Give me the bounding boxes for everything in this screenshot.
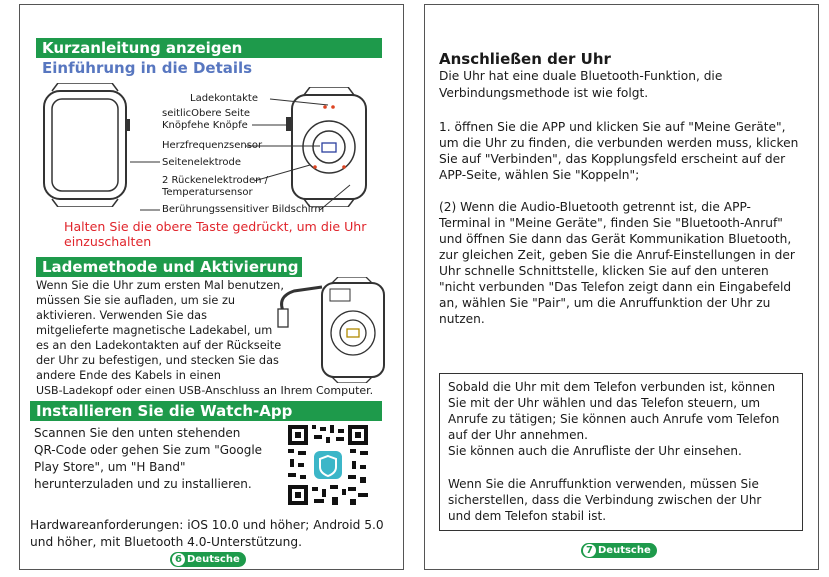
charging-text-line: USB-Ladekopf oder einen USB-Anschluss an Ihrem Computer. <box>36 384 374 397</box>
charging-text-line: aktivieren. Verwenden Sie das <box>36 309 207 322</box>
box-line: Wenn Sie die Anruffunktion verwenden, müssen Sie <box>448 477 759 491</box>
section-subtitle: Einführung in die Details <box>42 59 253 77</box>
page-number: 6 <box>172 553 185 566</box>
step2-line: nutzen. <box>439 312 485 326</box>
right-page <box>424 4 819 570</box>
hardware-requirements-line: Hardwareanforderungen: iOS 10.0 und höher; Android 5.0 <box>30 518 384 532</box>
charging-text-line: andere Ende des Kabels in einen <box>36 369 221 382</box>
charging-text-line: mitgelieferte magnetische Ladekabel, um <box>36 324 273 337</box>
qr-code[interactable] <box>286 423 370 507</box>
install-text-line: herunterzuladen und zu installieren. <box>34 477 252 491</box>
box-line: sicherstellen, dass die Verbindung zwischen der Uhr <box>448 493 762 507</box>
charging-text-line: der Uhr zu befestigen, und stecken Sie das <box>36 354 279 367</box>
install-text-line: Scannen Sie den unten stehenden <box>34 426 241 440</box>
box-line: Anrufe zu tätigen; Sie können auch Anrufe vom Telefon <box>448 412 780 426</box>
step2-line: Terminal in "Meine Geräte", finden Sie "Bluetooth-Anruf" <box>439 216 783 230</box>
charging-text-line: müssen Sie sie aufladen, um sie zu <box>36 294 236 307</box>
power-on-note-line2: einzuschalten <box>64 234 152 249</box>
page-language: Deutsche <box>598 545 651 556</box>
page-title: Anschließen der Uhr <box>439 50 611 68</box>
label-side-top: seitlicObere Seite <box>162 108 251 119</box>
box-line: auf der Uhr annehmen. <box>448 428 588 442</box>
step1-line: Sie auf "Verbinden", das Kopplungsfeld erscheint auf der <box>439 152 786 166</box>
page-number-badge <box>581 543 657 558</box>
install-text-line: Play Store", um "H Band" <box>34 460 186 474</box>
page-number-badge <box>170 552 246 567</box>
section-title-text: Lademethode und Aktivierung <box>42 258 299 276</box>
section-title-charging <box>36 257 302 277</box>
step2-line: Uhr schnelle Schnittstelle, klicken Sie auf den unteren <box>439 264 769 278</box>
box-line: Sie können auch die Anrufliste der Uhr einsehen. <box>448 444 742 458</box>
label-buttons: Knöpfehe Knöpfe <box>162 120 248 131</box>
label-heart-rate-sensor: Herzfrequenzsensor <box>162 140 263 151</box>
step1-line: um die Uhr zu finden, die verbunden werden muss, klicken <box>439 136 799 150</box>
label-temperature-sensor: Temperatursensor <box>162 187 253 198</box>
left-page <box>19 4 404 570</box>
charging-text-line: Wenn Sie die Uhr zum ersten Mal benutzen, <box>36 279 284 292</box>
hardware-requirements-line: und höher, mit Bluetooth 4.0-Unterstützung. <box>30 535 302 549</box>
section-title-text: Installieren Sie die Watch-App <box>36 402 293 420</box>
step1-line: 1. öffnen Sie die APP und klicken Sie auf "Meine Geräte", <box>439 120 786 134</box>
step2-line: zur gleichen Zeit, geben Sie die Anruf-Einstellungen in der <box>439 248 795 262</box>
page-number: 7 <box>583 544 596 557</box>
page-language: Deutsche <box>187 554 240 565</box>
charging-cable-illustration <box>270 277 390 383</box>
box-line: Sobald die Uhr mit dem Telefon verbunden ist, können <box>448 380 776 394</box>
label-touchscreen: Berührungssensitiver Bildschirm <box>162 204 325 215</box>
section-title-text: Kurzanleitung anzeigen <box>42 39 243 57</box>
charging-text-line: es an den Ladekontakten auf der Rückseite <box>36 339 282 352</box>
label-charging-contacts: Ladekontakte <box>190 93 259 104</box>
intro-line: Verbindungsmethode ist wie folgt. <box>439 86 649 100</box>
install-text-line: QR-Code oder gehen Sie zum "Google <box>34 443 263 457</box>
box-line: und dem Telefon stabil ist. <box>448 509 607 523</box>
step2-line: "nicht verbunden "Das Telefon zeigt dann ein Eingabefeld <box>439 280 792 294</box>
label-side-electrode: Seitenelektrode <box>162 157 241 168</box>
box-line: Sie mit der Uhr wählen und das Telefon steuern, um <box>448 396 761 410</box>
step2-line: und öffnen Sie dann das Gerät Kommunikation Bluetooth, <box>439 232 792 246</box>
step1-line: APP-Seite, wählen Sie "Koppeln"; <box>439 168 640 182</box>
step2-line: (2) Wenn die Audio-Bluetooth getrennt ist, die APP- <box>439 200 751 214</box>
call-info-box <box>439 373 803 531</box>
step2-line: an, wählen Sie "Pair", um die Anruffunktion der Uhr zu <box>439 296 771 310</box>
section-title-install-app <box>30 401 382 421</box>
label-back-electrodes: 2 Rückenelektroden / <box>162 175 268 186</box>
power-on-note-line1: Halten Sie die obere Taste gedrückt, um die Uhr <box>64 219 367 234</box>
intro-line: Die Uhr hat eine duale Bluetooth-Funktion, die <box>439 69 723 83</box>
